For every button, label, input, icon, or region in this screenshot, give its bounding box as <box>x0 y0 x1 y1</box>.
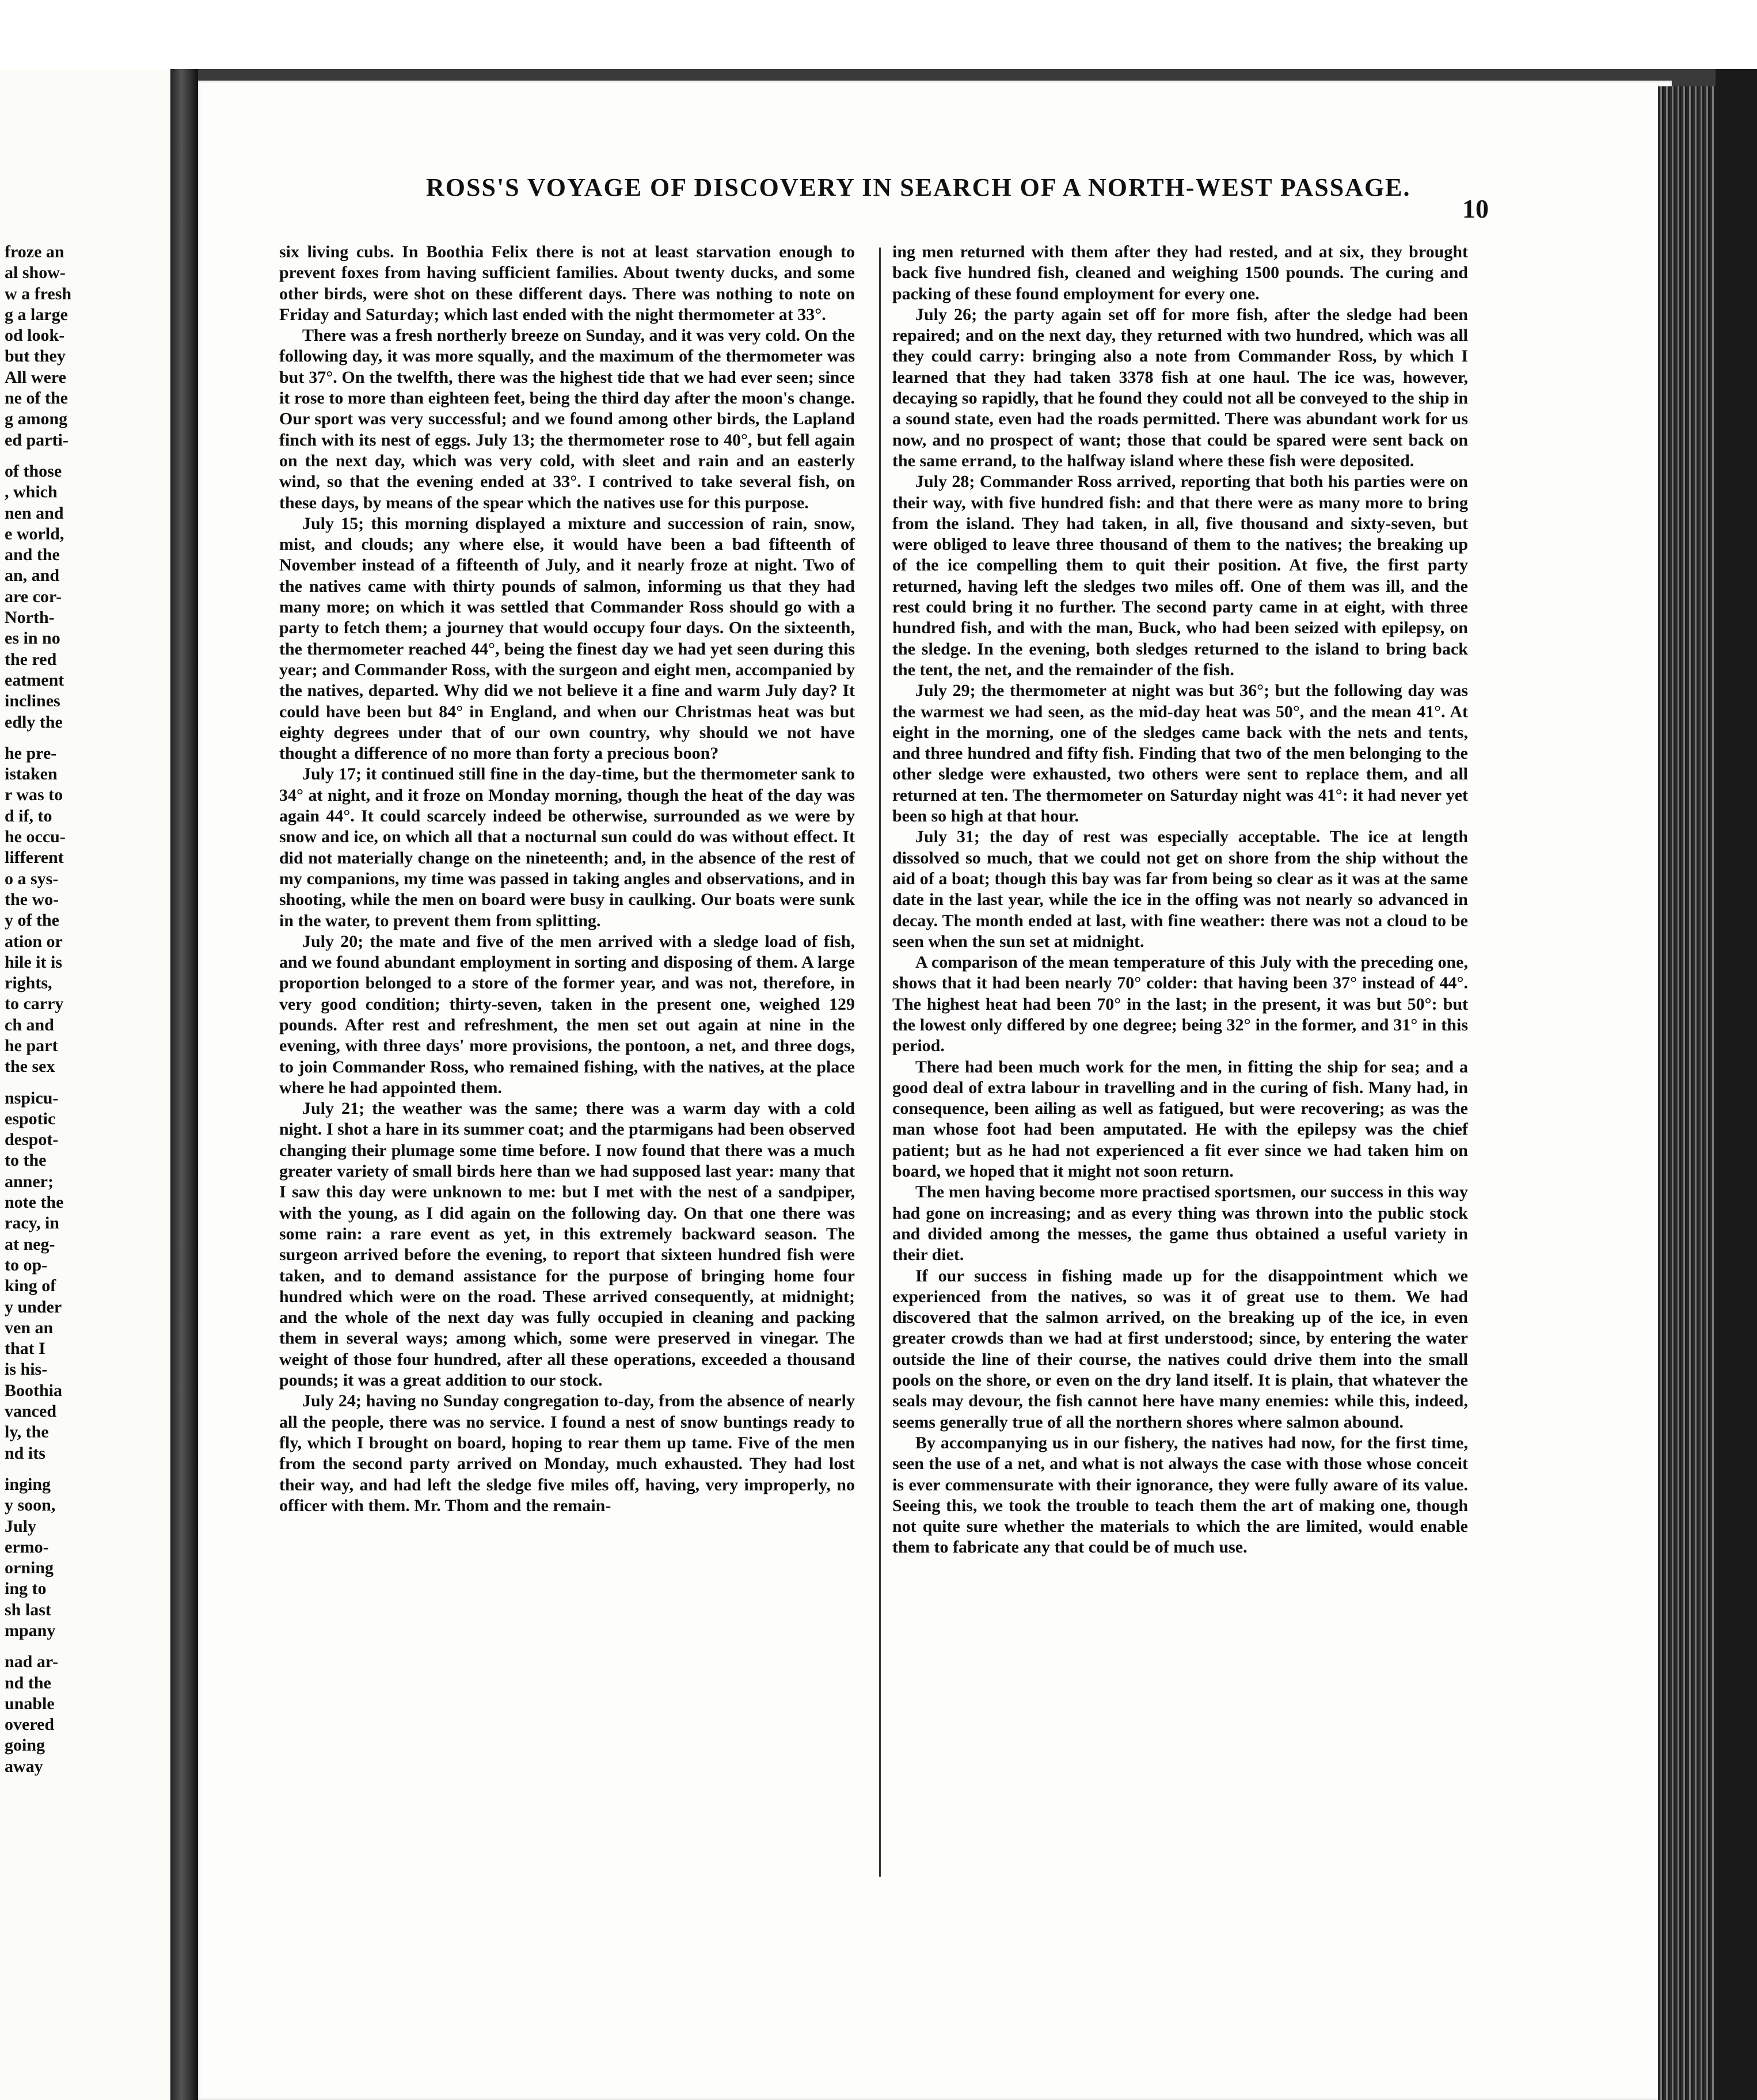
page-edges <box>1658 86 1716 2100</box>
fragment-line: and the <box>5 545 60 565</box>
paragraph: July 28; Commander Ross arrived, reporting that both his parties were on their way, with five hundred fish: and that there were as many more to bring from the island. They had taken, in all, five thousand and sixty-seven, but were obliged to leave three thousand of them to the natives; the breaking up of the ice compelling them to quit their position. At five, the first party returned, having left the sledges two miles off. One of them was ill, and the rest could bring it no further. The second party came in at eight, with three hundred fish, and with the man, Buck, who had been seized with epilepsy, on the sledge. In the evening, both sledges returned to the island to bring back the tent, the net, and the remainder of the fish. <box>892 472 1468 679</box>
fragment-line: ed parti- <box>5 430 69 450</box>
fragment-line: he pre- <box>5 743 57 763</box>
paragraph: July 20; the mate and five of the men arrived with a sledge load of fish, and we found abundant employment in sorting and disposing of them. A large proportion belonged to a store of the former year, and was not, therefore, in very good condition; thirty-seven, taken in the present one, weighed 129 pounds. After rest and refreshment, the men set out again at nine in the evening, with three days' more provisions, the pontoon, a net, and three dogs, to join Commander Ross, who remained fishing, with the natives, at the place where he had appointed them. <box>279 931 855 1097</box>
fragment-line: vanced <box>5 1402 56 1421</box>
fragment-line: ing to <box>5 1579 47 1599</box>
fragment-line: unable <box>5 1694 55 1713</box>
fragment-line: Boothia <box>5 1380 63 1400</box>
fragment-line: lifferent <box>5 848 64 868</box>
fragment-line: anner; <box>5 1171 54 1191</box>
paragraph: There had been much work for the men, in fitting the ship for sea; and a good deal of extra labour in travelling and in the curing of fish. Many had, in consequence, been ailing as well as fatigued, but were recovering; as was the man whose foot had been amputated. He with the epilepsy was the chief patient; but as he had not experienced a fit ever since we had taken him on board, we hoped that it might not soon return. <box>892 1057 1468 1181</box>
fragment-line: ch and <box>5 1015 54 1034</box>
fragment-line: inclines <box>5 691 60 711</box>
fragment-line: od look- <box>5 326 65 345</box>
fragment-line: es in no <box>5 629 60 648</box>
fragment-line: but they <box>5 347 66 366</box>
fragment-line: at neg- <box>5 1234 55 1254</box>
fragment-line: the sex <box>5 1057 55 1076</box>
paragraph: July 26; the party again set off for more fish, after the sledge had been repaired; and on the next day, they returned with two hundred, which was all they could carry: bringing also a note from Commander Ross, by which I learned that they had taken 3378 fish at one haul. The ice was, however, decaying so rapidly, that he found they could not all be conveyed to the ship in a sound state, even had the roads permitted. There was abundant work for us now, and no prospect of want; those that could be spared were sent back on the same errand, to the halfway island where these fish were deposited. <box>892 305 1468 470</box>
fragment-line: y under <box>5 1297 62 1317</box>
scan-right-rim <box>1716 69 1757 2100</box>
page-number: 10 <box>1462 194 1489 223</box>
fragment-line: froze an <box>5 242 64 261</box>
text-column-right <box>892 242 1468 1558</box>
fragment-line: orning <box>5 1558 54 1578</box>
fragment-line <box>5 451 79 461</box>
fragment-line: to the <box>5 1151 47 1170</box>
running-title: ROSS'S VOYAGE OF DISCOVERY IN SEARCH OF A NORTH-WEST PASSAGE. <box>426 173 1411 201</box>
paragraph: If our success in fishing made up for the disappointment which we experienced from the natives, so was it of great use to them. We had discovered that the salmon arrived, on the breaking up of the ice, in even greater crowds than we had at first understood; since, by entering the water outside the line of their course, the natives could drive them into the small pools on the shore, or even on the dry land itself. It is plain, that whatever the seals may devour, the fish cannot here have many enemies: while this, indeed, seems generally true of all the northern shores where salmon abound. <box>892 1266 1468 1432</box>
paragraph: By accompanying us in our fishery, the natives had now, for the first time, seen the use of a net, and what is not always the case with those whose conceit is ever commensurate with their ignorance, they were fully aware of its value. Seeing this, we took the trouble to teach them the art of making one, though not quite sure whether the materials to which the are limited, would enable them to fabricate any that could be of much use. <box>892 1433 1468 1557</box>
fragment-line: despot- <box>5 1130 59 1150</box>
fragment-line: nen and <box>5 503 64 523</box>
fragment-line: away <box>5 1756 43 1776</box>
fragment-line: to carry <box>5 994 64 1014</box>
fragment-line: racy, in <box>5 1213 59 1233</box>
text-column-left <box>279 242 855 1516</box>
fragment-line: e world, <box>5 524 64 543</box>
fragment-line: ation or <box>5 931 63 951</box>
fragment-line: nspicu- <box>5 1088 59 1108</box>
fragment-line: nd the <box>5 1673 51 1692</box>
fragment-line: going <box>5 1736 45 1755</box>
paragraph: July 29; the thermometer at night was but 36°; but the following day was the warmest we had seen, as the mid-day heat was 50°, and the mean 41°. At eight in the morning, one of the sledges came back with the nets and tents, and three hundred and fifty fish. Finding that two of the men belonging to the other sledge were exhausted, two others were sent to replace them, and all returned at ten. The thermometer on Saturday night was 41°: it had never yet been so high at that hour. <box>892 681 1468 826</box>
fragment-line: nad ar- <box>5 1652 59 1672</box>
fragment-line: nd its <box>5 1443 45 1463</box>
fragment-line: mpany <box>5 1621 56 1640</box>
column-divider <box>879 248 881 1877</box>
fragment-line: to op- <box>5 1255 48 1275</box>
fragment-line: edly the <box>5 712 63 732</box>
fragment-line: istaken <box>5 764 58 784</box>
fragment-line: ermo- <box>5 1537 49 1557</box>
paragraph: July 31; the day of rest was especially acceptable. The ice at length dissolved so much, that we could not get on shore from the ship without the aid of a boat; though this bay was far from being so clear as it was at the same date in the last year, while the ice in the offing was not nearly so advanced in decay. The month ended at last, with fine weather: there was not a cloud to be seen when the sun set at midnight. <box>892 827 1468 951</box>
fragment-line: r was to <box>5 785 63 805</box>
fragment-line: hile it is <box>5 952 63 972</box>
fragment-line <box>5 1078 79 1088</box>
fragment-line: ven an <box>5 1318 54 1337</box>
fragment-line: the wo- <box>5 889 59 909</box>
fragment-line: overed <box>5 1715 55 1734</box>
paragraph: July 17; it continued still fine in the day-time, but the thermometer sank to 34° at night, and it froze on Monday morning, though the heat of the day was again 44°. It could scarcely indeed be otherwise, surrounded as we were by snow and ice, on which all that a nocturnal sun could do was without effect. It did not materially change on the nineteenth; and, in the absence of the rest of my companions, my time was passed in taking angles and observations, and in shooting, while the men on board were busy in caulking. Our boats were sunk in the water, to prevent them from splitting. <box>279 764 855 930</box>
paragraph: The men having become more practised sportsmen, our success in this way had gone on increasing; and as every thing was thrown into the public stock and divided among the messes, the game thus obtained a useful variety in their diet. <box>892 1182 1468 1265</box>
fragment-line: al show- <box>5 263 66 283</box>
fragment-line: y soon, <box>5 1496 56 1515</box>
scan-top-border <box>0 0 1757 69</box>
fragment-line: he occu- <box>5 827 66 847</box>
paragraph: July 24; having no Sunday congregation to-day, from the absence of nearly all the people, there was no service. I found a nest of snow buntings ready to fly, which I brought on board, hoping to rear them up tame. Five of the men from the second party arrived on Monday, much exhausted. They had lost their way, and had left the sledge five miles off, having, very improperly, no officer with them. Mr. Thom and the remain- <box>279 1391 855 1515</box>
fragment-line: y of the <box>5 911 59 930</box>
fragment-line: are cor- <box>5 587 62 606</box>
book-gutter <box>170 69 198 2100</box>
fragment-line: espotic <box>5 1109 56 1128</box>
fragment-line: inging <box>5 1474 51 1494</box>
paragraph: July 21; the weather was the same; there was a warm day with a cold night. I shot a hare in its summer coat; and the ptarmigans had been observed changing their plumage some time before. I now found that there was a much greater variety of small birds here than we had supposed last year: many that I saw this day were unknown to me: but I met with the nest of a sandpiper, with the young, as I did again on the following day. On that one there was some rain: a rare event as yet, in this extremely backward season. The surgeon arrived before the evening, to report that sixteen hundred fish were taken, and to demand assistance for the purpose of bringing home four hundred which were on the road. These arrived consequently, at midnight; and the whole of the next day was fully occupied in cleaning and packing them in several ways; among which, some were preserved in vinegar. The weight of those four hundred, after all these operations, exceeded a thousand pounds; it was a great addition to our stock. <box>279 1099 855 1390</box>
fragment-line: d if, to <box>5 806 52 825</box>
paragraph: There was a fresh northerly breeze on Sunday, and it was very cold. On the following day, it was more squally, and the maximum of the thermometer was but 37°. On the twelfth, there was the highest tide that we had ever seen; since it rose to more than eighteen feet, being the third day after the moon's change. Our sport was very successful; and we found among other birds, the Lapland finch with its nest of eggs. July 13; the thermometer rose to 40°, but fell again on the next day, which was very cold, with sleet and rain and an easterly wind, so that the evening ended at 33°. I contrived to take several fish, on these days, by means of the spear which the natives use for this purpose. <box>279 326 855 512</box>
fragment-line: g among <box>5 409 68 429</box>
fragment-line: is his- <box>5 1360 48 1379</box>
fragment-line: g a large <box>5 305 68 324</box>
paragraph: ing men returned with them after they had rested, and at six, they brought back five hundred fish, cleaned and weighing 1500 pounds. The curing and packing of these found employment for every one. <box>892 242 1468 303</box>
fragment-line: the red <box>5 649 57 669</box>
fragment-line: July <box>5 1516 37 1536</box>
fragment-line: note the <box>5 1193 64 1212</box>
fragment-line: North- <box>5 608 55 627</box>
fragment-line <box>5 1641 79 1652</box>
fragment-line: o a sys- <box>5 869 59 888</box>
fragment-line: king of <box>5 1276 56 1296</box>
fragment-line: , which <box>5 482 58 502</box>
fragment-line: he part <box>5 1036 58 1055</box>
fragment-line: ly, the <box>5 1422 49 1442</box>
fragment-line: rights, <box>5 973 52 993</box>
fragment-line: an, and <box>5 566 60 585</box>
paragraph: July 15; this morning displayed a mixture and succession of rain, snow, mist, and clouds; any where else, it would have been a bad fifteenth of November instead of a fifteenth of July, and it nearly froze at night. Two of the natives came with thirty pounds of salmon, informing us that they had many more; on which it was settled that Commander Ross should go with a party to fetch them; a journey that would occupy four days. On the sixteenth, the thermometer reached 44°, being the finest day we had yet seen during this year; and Commander Ross, with the surgeon and eight men, accompanied by the natives, departed. Why did we not believe it a fine and warm July day? It could have been but 84° in England, and when our Christmas heat was but eighty degrees under that of our own country, why should we not have thought a difference of no more than forty a precious boon? <box>279 513 855 763</box>
fragment-line <box>5 1464 79 1474</box>
paragraph: A comparison of the mean temperature of this July with the preceding one, shows that it had been nearly 70° colder: that having been 37° instead of 44°. The highest heat had been 70° in the last; in the present, it was but 50°: but the lowest only differed by one degree; being 32° in the former, and 31° in this period. <box>892 953 1468 1056</box>
fragment-line: of those <box>5 461 62 481</box>
fragment-line: ne of the <box>5 389 68 408</box>
paragraph: six living cubs. In Boothia Felix there is not at least starvation enough to prevent foxes from having sufficient families. About twenty ducks, and some other birds, were shot on these different days. There was nothing to note on Friday and Saturday; which last ended with the night thermometer at 33°. <box>279 242 855 324</box>
fragment-line: that I <box>5 1339 45 1359</box>
fragment-line: w a fresh <box>5 284 72 303</box>
facing-page-text-fragments <box>5 242 79 1777</box>
fragment-line: sh last <box>5 1600 51 1619</box>
fragment-line: eatment <box>5 670 64 690</box>
fragment-line: All were <box>5 367 66 387</box>
fragment-line <box>5 733 79 743</box>
